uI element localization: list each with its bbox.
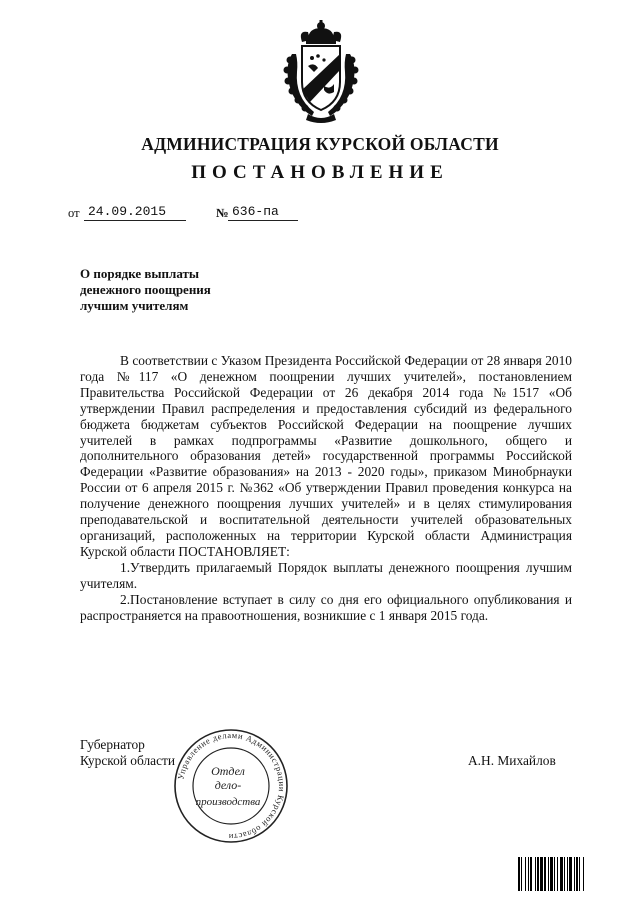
coat-of-arms-icon <box>278 20 364 126</box>
stamp-center-line: дело- <box>214 778 242 792</box>
signatory-title-line: Курской области <box>80 753 176 768</box>
official-stamp <box>166 727 296 845</box>
body-paragraph: В соответствии с Указом Президента Российской Федерации от 28 января 2010 года №117 «О денежном поощрении лучших учителей», постановлением Правительства Российской Федерации от 26 декабря 2014 года №1517 «Об утверждении Правил распределения и предоставления субсидий из федерального бюджета бюджетам субъектов Российской Федерации на поощрение лучших учителей в рамках подпрограммы «Развитие дошкольного, общего и дополнительного образования детей» государственной программы Российской Федерации «Развитие образования» на 2013 - 2020 годы», приказом Минобрнауки России от 6 апреля 2015 г. №362 «Об утверждении Правил проведения конкурса на получение денежного поощрения лучших учителей» и в целях стимулирования преподавательской и воспитательной деятельности учителей образовательных организаций, расположенных на территории Курской области Администрация Курской области ПОСТАНОВЛЯЕТ: <box>80 353 572 559</box>
body-paragraph: 1.Утвердить прилагаемый Порядок выплаты денежного поощрения лучшим учителям. <box>80 559 572 591</box>
body-paragraph: 2.Постановление вступает в силу со дня его официального опубликования и распространяется на правоотношения, возникшие с 1 января 2015 года. <box>80 591 572 623</box>
organization-title: АДМИНИСТРАЦИЯ КУРСКОЙ ОБЛАСТИ <box>141 134 499 154</box>
document-date: 24.09.2015 <box>84 204 186 221</box>
date-label: от <box>68 206 80 220</box>
stamp-center-line: производства <box>195 796 261 808</box>
document-number: 636-па <box>228 204 298 221</box>
barcode-icon <box>516 855 620 893</box>
subject-line: лучшим учителям <box>80 298 189 313</box>
document-type: ПОСТАНОВЛЕНИЕ <box>191 162 449 183</box>
signatory-title-line: Губернатор <box>80 737 145 752</box>
subject-line: О порядке выплаты <box>80 266 200 281</box>
number-label: № <box>216 206 229 220</box>
document-subject <box>80 266 320 314</box>
signatory-title <box>80 737 175 769</box>
stamp-center-line: Отдел <box>211 764 245 778</box>
subject-line: денежного поощрения <box>80 282 211 297</box>
signatory-name: А.Н. Михайлов <box>468 753 556 768</box>
stamp-ring-text: Управление делами Администрации Курской области <box>175 729 288 843</box>
document-body <box>80 353 572 623</box>
